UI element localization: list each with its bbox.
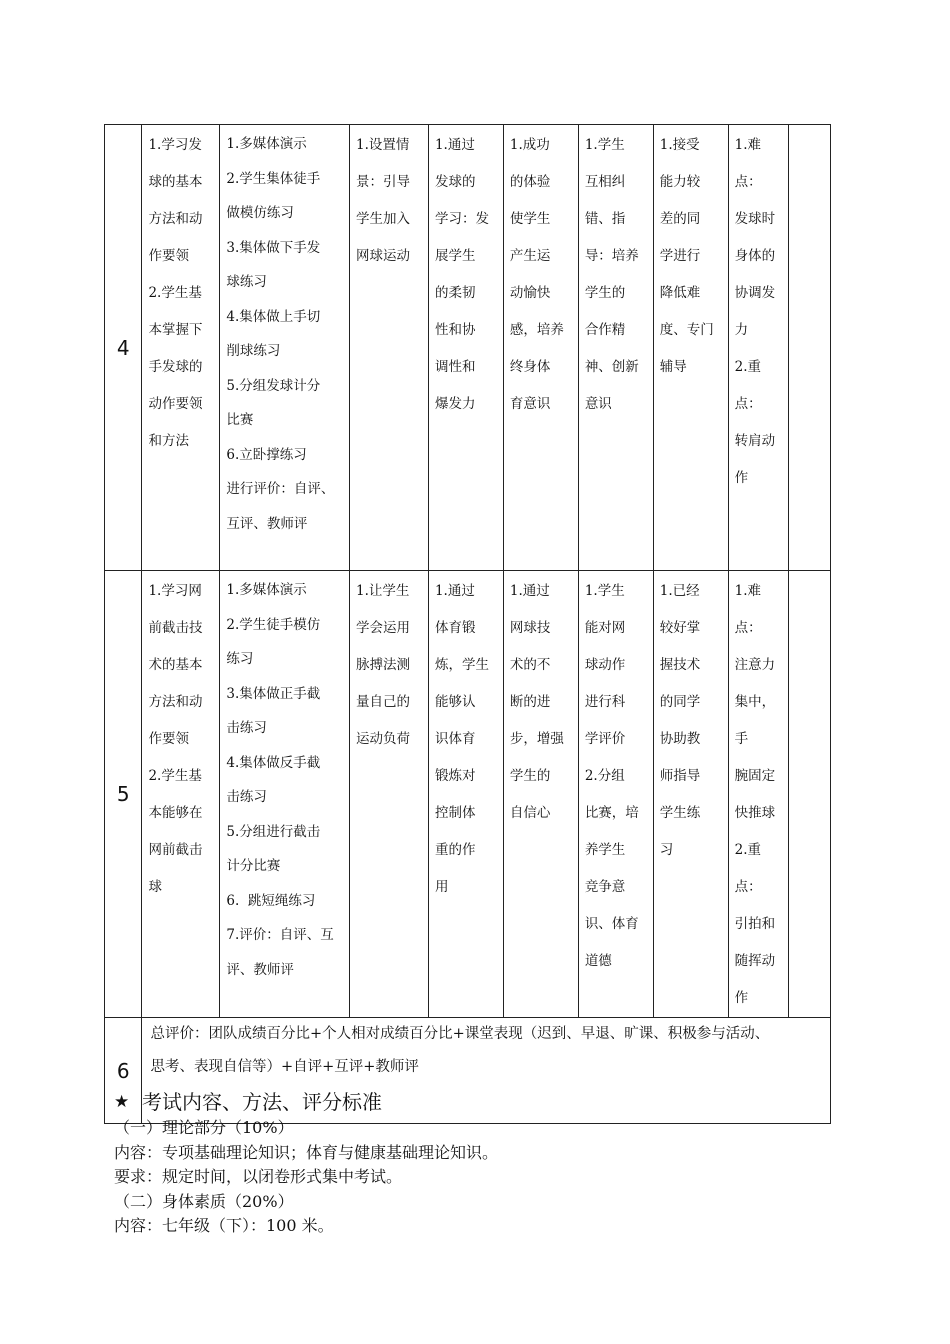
table-cell [428, 571, 503, 1018]
cell-line: 方法和动 [148, 694, 203, 710]
cell-line: 1.多媒体演示 [226, 136, 307, 152]
cell-line: 学习：发 [434, 211, 489, 227]
cell-line: 2.学生基 [148, 768, 202, 784]
fitness-part-heading: （二）身体素质（20%） [114, 1191, 294, 1211]
cell-line: 习 [659, 842, 674, 858]
summary-line: 思考、表现自信等）+自评+互评+教师评 [150, 1059, 419, 1075]
cell-line: 网前截击 [148, 842, 203, 858]
cell-line: 自信心 [509, 805, 551, 821]
cell-line: 1.难点： [734, 583, 762, 636]
exam-section-title: 考试内容、方法、评分标准 [142, 1090, 382, 1114]
cell-line: 练习 [226, 651, 254, 667]
row-number: 5 [105, 571, 142, 1018]
cell-line: 互评、教师评 [226, 515, 308, 532]
cell-line: 注意力 [734, 657, 776, 673]
cell-line: 身体的 [734, 248, 776, 264]
cell-line: 降低难 [659, 285, 701, 301]
table-cell [142, 125, 220, 571]
cell-line: 击练习 [226, 789, 267, 805]
cell-line: 爆发力 [434, 396, 476, 412]
cell-line: 手发球的 [148, 359, 203, 375]
cell-line: 控制体 [434, 805, 476, 821]
theory-requirement: 要求：规定时间，以闭卷形式集中考试。 [114, 1167, 403, 1186]
cell-line: 终身体 [509, 359, 551, 375]
cell-line: 脉搏法测 [356, 657, 410, 673]
table-cell [653, 571, 728, 1018]
exam-section [114, 1088, 834, 1239]
cell-line: 本能够在 [148, 805, 203, 821]
cell-line: 1.学习发 [148, 137, 202, 153]
cell-line: 差的同 [659, 211, 701, 227]
table-cell [728, 571, 789, 1018]
cell-line: 削球练习 [226, 343, 281, 359]
cell-line: 2.分组 [584, 768, 625, 784]
cell-line: 进行评价：自评、 [226, 481, 335, 497]
table-row [105, 571, 831, 1018]
cell-line: 3.集体做下手发 [226, 239, 321, 256]
cell-line: 腕固定 [734, 768, 776, 784]
cell-line: 协助教 [659, 731, 701, 747]
cell-line: 竞争意 [584, 879, 626, 895]
cell-line: 1.通过 [434, 583, 475, 599]
cell-line: 1.让学生 [356, 583, 410, 599]
cell-line: 本掌握下 [148, 322, 203, 338]
cell-line: 协调发 [734, 285, 776, 301]
cell-line: 错、指 [584, 211, 626, 227]
cell-line: 学生的 [584, 285, 626, 301]
cell-line: 重的作 [434, 842, 476, 858]
cell-line: 断的进 [509, 694, 551, 710]
cell-line: 5.分组发球计分 [226, 377, 321, 394]
cell-line: 学进行 [659, 248, 701, 264]
cell-line: 球 [148, 879, 162, 895]
cell-line: 的柔韧 [434, 285, 476, 301]
cell-line: 产生运 [509, 248, 551, 264]
cell-line: 学评价 [584, 731, 626, 747]
cell-line: 能够认 [434, 694, 476, 710]
fitness-content: 内容：七年级（下）：100 米。 [114, 1216, 334, 1235]
cell-line: 转肩动 [734, 433, 776, 449]
cell-line: 互相纠 [584, 174, 626, 190]
table-cell [142, 571, 220, 1018]
cell-line: 2.重点： [734, 842, 762, 895]
cell-line: 进行科 [584, 694, 626, 710]
cell-line: 1.已经 [659, 583, 700, 599]
cell-line: 6. 跳短绳练习 [226, 892, 316, 909]
cell-line: 作 [734, 990, 749, 1006]
lesson-plan-table [104, 124, 831, 1124]
cell-line: 用 [434, 879, 449, 895]
cell-line: 1.成功 [509, 137, 550, 153]
cell-line: 炼，学生 [434, 657, 489, 673]
table-cell [503, 571, 578, 1018]
row-number: 6 [105, 1018, 142, 1124]
cell-line: 发球时 [734, 211, 776, 227]
cell-line: 计分比赛 [226, 858, 281, 874]
cell-line: 动愉快 [509, 285, 551, 301]
table-cell [428, 125, 503, 571]
theory-part-heading: （一）理论部分（10%） [114, 1118, 294, 1137]
star-icon: ★ [114, 1092, 130, 1112]
cell-line: 比赛，培 [584, 805, 639, 821]
cell-line: 锻炼对 [434, 768, 476, 784]
table-cell [789, 125, 831, 571]
cell-line: 神、创新 [584, 359, 639, 375]
cell-line: 学生练 [659, 805, 701, 821]
summary-line: 总评价：团队成绩百分比+个人相对成绩百分比+课堂表现（迟到、早退、旷课、积极参与活动、 [150, 1026, 770, 1042]
cell-line: 作要领 [148, 731, 189, 747]
cell-line: 前截击技 [148, 620, 203, 636]
cell-line: 发球的 [434, 174, 476, 190]
cell-line: 2.学生徒手模仿 [226, 616, 321, 633]
cell-line: 作要领 [148, 248, 189, 264]
cell-line: 2.学生基 [148, 285, 202, 301]
cell-line: 感，培养 [509, 322, 564, 338]
table-cell [653, 125, 728, 571]
cell-line: 力 [734, 322, 749, 338]
cell-line: 使学生 [509, 211, 551, 227]
cell-line: 术的基本 [148, 657, 203, 673]
cell-line: 学会运用 [356, 620, 410, 636]
table-cell [220, 125, 350, 571]
cell-line: 2.学生集体徒手 [226, 170, 321, 187]
cell-line: 度、专门 [659, 322, 714, 338]
cell-line: 球动作 [584, 657, 626, 673]
cell-line: 4.集体做反手截 [226, 754, 321, 771]
cell-line: 握技术 [659, 657, 701, 673]
cell-line: 引拍和 [734, 916, 776, 932]
cell-line: 球练习 [226, 274, 267, 290]
cell-line: 4.集体做上手切 [226, 308, 321, 325]
cell-line: 的体验 [509, 174, 551, 190]
theory-content: 内容：专项基础理论知识；体育与健康基础理论知识。 [114, 1142, 499, 1162]
cell-line: 术的不 [509, 657, 551, 673]
cell-line: 和方法 [148, 433, 189, 449]
table-cell [578, 571, 653, 1018]
cell-line: 6.立卧撑练习 [226, 446, 307, 463]
cell-line: 做模仿练习 [226, 205, 294, 221]
cell-line: 集中，手 [734, 694, 776, 747]
cell-line: 步，增强 [509, 731, 564, 747]
cell-line: 作 [734, 470, 749, 486]
cell-line: 道德 [584, 953, 612, 969]
cell-line: 1.通过 [509, 583, 550, 599]
cell-line: 3.集体做正手截 [226, 685, 321, 702]
cell-line: 识体育 [434, 731, 476, 747]
cell-line: 1.通过 [434, 137, 475, 153]
table-cell [789, 571, 831, 1018]
cell-line: 育意识 [509, 396, 551, 412]
cell-line: 体育锻 [434, 620, 476, 636]
cell-line: 快推球 [734, 805, 776, 821]
table-cell [350, 125, 429, 571]
table-row [105, 125, 831, 571]
table-cell [728, 125, 789, 571]
cell-line: 能对网 [584, 620, 626, 636]
table-cell [578, 125, 653, 571]
cell-line: 方法和动 [148, 211, 203, 227]
row-number: 4 [105, 125, 142, 571]
cell-line: 7.评价：自评、互 [226, 927, 334, 943]
cell-line: 1.学生 [584, 137, 625, 153]
cell-line: 意识 [584, 396, 612, 412]
cell-line: 展学生 [434, 248, 476, 264]
cell-line: 识、体育 [584, 916, 639, 932]
cell-line: 1.难点： [734, 137, 762, 190]
cell-line: 比赛 [226, 412, 254, 428]
cell-line: 动作要领 [148, 396, 203, 412]
cell-line: 评、教师评 [226, 961, 294, 978]
cell-line: 导：培养 [584, 248, 639, 264]
cell-line: 学生加入 [356, 211, 410, 227]
cell-line: 2.重点： [734, 359, 762, 412]
cell-line: 网球技 [509, 620, 551, 636]
cell-line: 性和协 [434, 322, 476, 338]
cell-line: 5.分组进行截击 [226, 823, 321, 840]
cell-line: 养学生 [584, 842, 626, 858]
cell-line: 1.多媒体演示 [226, 582, 307, 598]
table-cell [503, 125, 578, 571]
cell-line: 的同学 [659, 694, 701, 710]
cell-line: 辅导 [659, 359, 687, 375]
table-cell [350, 571, 429, 1018]
cell-line: 量自己的 [356, 694, 410, 710]
cell-line: 能力较 [659, 174, 701, 190]
cell-line: 随挥动 [734, 953, 776, 969]
cell-line: 师指导 [659, 768, 701, 784]
cell-line: 球的基本 [148, 174, 203, 190]
cell-line: 1.接受 [659, 137, 700, 153]
cell-line: 合作精 [584, 322, 626, 338]
cell-line: 景：引导 [356, 174, 410, 190]
table-cell [220, 571, 350, 1018]
cell-line: 调性和 [434, 359, 476, 375]
cell-line: 击练习 [226, 720, 267, 736]
cell-line: 网球运动 [356, 248, 410, 264]
cell-line: 1.学生 [584, 583, 625, 599]
exam-section-heading [114, 1088, 834, 1116]
cell-line: 较好掌 [659, 620, 701, 636]
cell-line: 学生的 [509, 768, 551, 784]
cell-line: 1.设置情 [356, 137, 410, 153]
cell-line: 运动负荷 [356, 731, 410, 747]
cell-line: 1.学习网 [148, 583, 202, 599]
